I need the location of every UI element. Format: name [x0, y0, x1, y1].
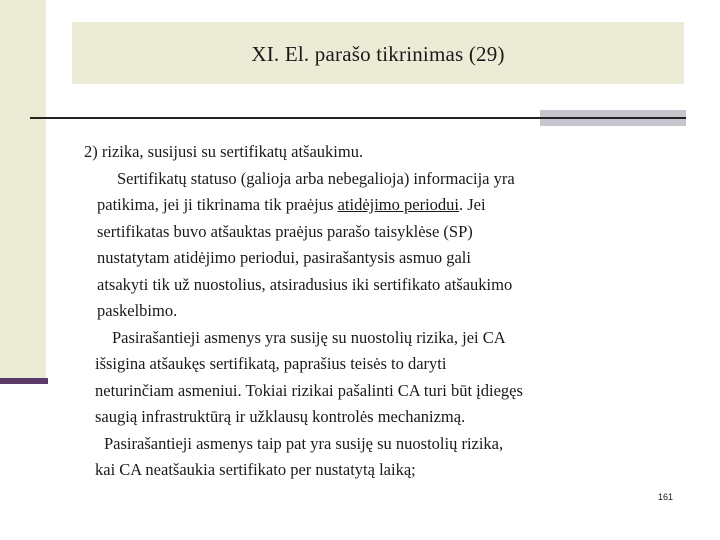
page-number: 161: [658, 492, 674, 502]
paragraph-2-line-1: Pasirašantieji asmenys yra susiję su nuostolių rizika, jei CA: [112, 327, 506, 347]
paragraph-1-line-3: sertifikatas buvo atšauktas praėjus parašo taisyklėse (SP): [97, 221, 473, 241]
section-heading: 2) rizika, susijusi su sertifikatų atšaukimu.: [84, 142, 364, 161]
paragraph-2-line-4: saugią infrastruktūrą ir užklausų kontrolės mechanizmą.: [95, 407, 466, 426]
paragraph-1-line-1: Sertifikatų statuso (galioja arba nebegalioja) informacija yra: [117, 168, 515, 188]
left-bar-accent: [0, 378, 48, 384]
paragraph-1-line-6: paskelbimo.: [97, 301, 178, 320]
paragraph-1-line-2: [84, 192, 684, 219]
paragraph-1-line-5: atsakyti tik už nuostolius, atsiradusius iki sertifikato atšaukimo: [97, 274, 513, 294]
underlined-term: atidėjimo periodui: [337, 195, 460, 214]
paragraph-3-line-2: kai CA neatšaukia sertifikato per nustatytą laiką;: [95, 460, 416, 479]
paragraph-3-line-1: Pasirašantieji asmenys taip pat yra susiję su nuostolių rizika,: [104, 433, 504, 453]
paragraph-1-line-2-end: . Jei: [459, 195, 486, 214]
paragraph-1-line-4: nustatytam atidėjimo periodui, pasirašantysis asmuo gali: [97, 248, 471, 267]
paragraph-2-line-3: neturinčiam asmeniui. Tokiai rizikai pašalinti CA turi būt įdiegęs: [95, 380, 523, 400]
paragraph-1-line-2-start: patikima, jei ji tikrinama tik praėjus: [97, 195, 338, 214]
left-decorative-bar: [0, 0, 46, 382]
paragraph-2-line-2: išsigina atšaukęs sertifikatą, paprašius teisės to daryti: [95, 354, 447, 373]
title-banner: [72, 22, 684, 84]
title-divider: [30, 117, 686, 119]
slide-title: XI. El. parašo tikrinimas (29): [251, 42, 505, 66]
slide-body: [84, 139, 684, 484]
